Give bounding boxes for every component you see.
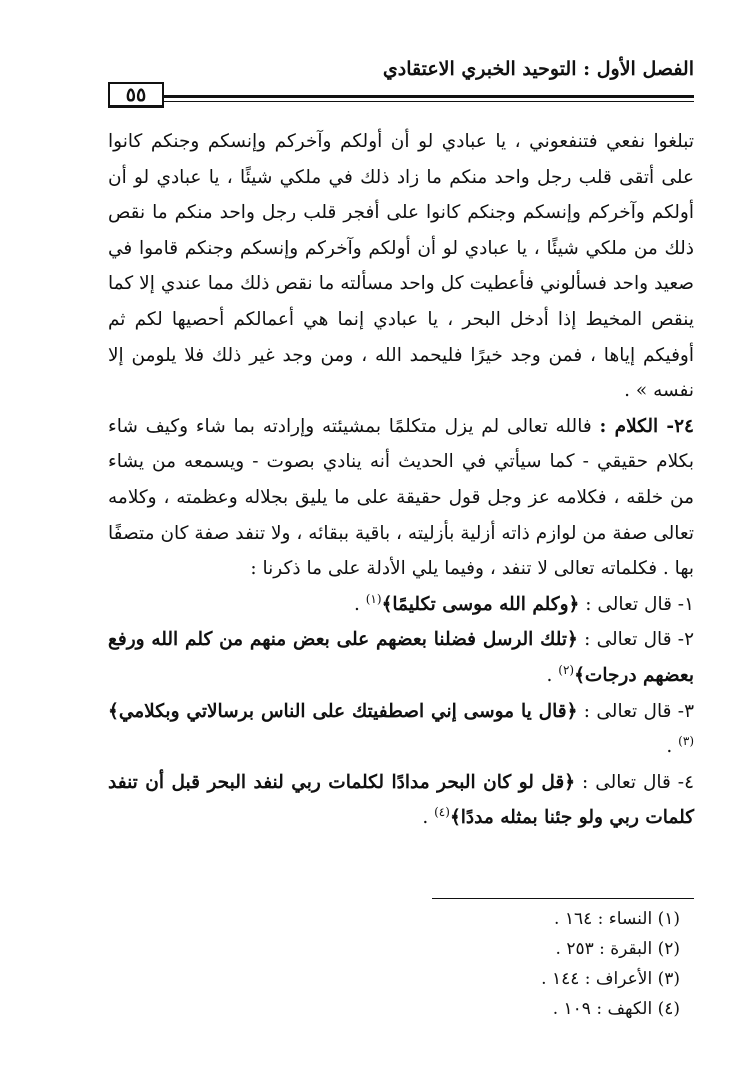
footnote-ref: (٣): [678, 733, 694, 748]
verse-text: ﴿قال يا موسى إني اصطفيتك على الناس برسالاتي وبكلامي﴾: [108, 700, 578, 722]
verse-item-2: [108, 622, 694, 693]
verse-text: ﴿قل لو كان البحر مدادًا لكلمات ربي لنفد البحر قبل أن تنفد كلمات ربي ولو جئنا بمثله مددًا﴾: [108, 771, 694, 829]
footnote-ref: (٤): [434, 805, 450, 820]
footnote-2: (٢) البقرة : ٢٥٣ .: [555, 939, 680, 959]
paragraph-speech: [108, 409, 694, 587]
verse-prefix: ٢- قال تعالى :: [577, 629, 694, 651]
header-rule-thin: [164, 101, 694, 102]
verse-text: ﴿تلك الرسل فضلنا بعضهم على بعض منهم من كلم الله ورفع بعضهم درجات﴾: [108, 629, 694, 686]
verse-prefix: ١- قال تعالى :: [579, 593, 694, 615]
verse-text: ﴿وكلم الله موسى تكليمًا﴾: [381, 593, 580, 615]
paragraph-hadith: تبلغوا نفعي فتنفعوني ، يا عبادي لو أن أولكم وآخركم وإنسكم وجنكم كانوا على أتقى قلب رجل واحد منكم ما زاد ذلك في ملكي شيئًا ، يا عبادي لو أن أولكم وآخركم وإنسكم وجنكم كانوا على أفجر قلب رجل واحد منكم ما نقص ذلك من ملكي شيئًا ، يا عبادي لو أن أولكم وآخركم وإنسكم وجنكم قاموا في صعيد واحد فسألوني فأعطيت كل واحد مسألته ما نقص ذلك مما عندي إلا كما ينقص المخيط إذا أدخل البحر ، يا عبادي إنما هي أعمالكم أحصيها لكم ثم أوفيكم إياها ، فمن وجد خيرًا فليحمد الله ، ومن وجد غير ذلك فلا يلومن إلا نفسه » .: [108, 131, 694, 402]
page-number: ٥٥: [125, 83, 147, 106]
verse-suffix: .: [546, 664, 559, 686]
verse-item-4: [108, 765, 694, 836]
paragraph-speech-text: فالله تعالى لم يزل متكلمًا بمشيئته وإرادته بما شاء وكيف شاء بكلام حقيقي - كما سيأتي في الحديث أنه ينادي بصوت - ويسمعه من يشاء من خلقه ، فكلامه عز وجل قول حقيقة على ما يليق بجلاله وعظمته ، وكلامه تعالى صفة من لوازم ذاته أزلية بأزليته ، باقية ببقائه ، ولا تنفد صفة كان متصفًا بها . فكلماته تعالى لا تنفد ، وفيما يلي الأدلة على ما ذكرنا :: [108, 415, 694, 580]
page-number-box: [108, 82, 164, 108]
verse-suffix: .: [353, 593, 366, 615]
verse-suffix: .: [666, 736, 679, 758]
verse-prefix: ٣- قال تعالى :: [577, 700, 694, 722]
footnote-separator: [432, 898, 694, 899]
footnote-1: (١) النساء : ١٦٤ .: [554, 909, 680, 929]
verse-prefix: ٤- قال تعالى :: [575, 771, 694, 793]
verse-item-1: [108, 587, 694, 623]
verse-suffix: .: [422, 807, 435, 829]
footnote-4: (٤) الكهف : ١٠٩ .: [552, 999, 680, 1019]
verse-item-3: [108, 694, 694, 765]
footnote-ref: (٢): [558, 662, 575, 677]
main-text: [108, 124, 694, 836]
footnote-ref: (١): [365, 591, 382, 606]
section-heading: ٢٤- الكلام :: [599, 415, 694, 437]
footnote-3: (٣) الأعراف : ١٤٤ .: [541, 969, 680, 989]
header-rule-thick: [164, 95, 694, 98]
chapter-title: الفصل الأول : التوحيد الخبري الاعتقادي: [382, 58, 694, 80]
footnotes: [280, 904, 680, 1024]
